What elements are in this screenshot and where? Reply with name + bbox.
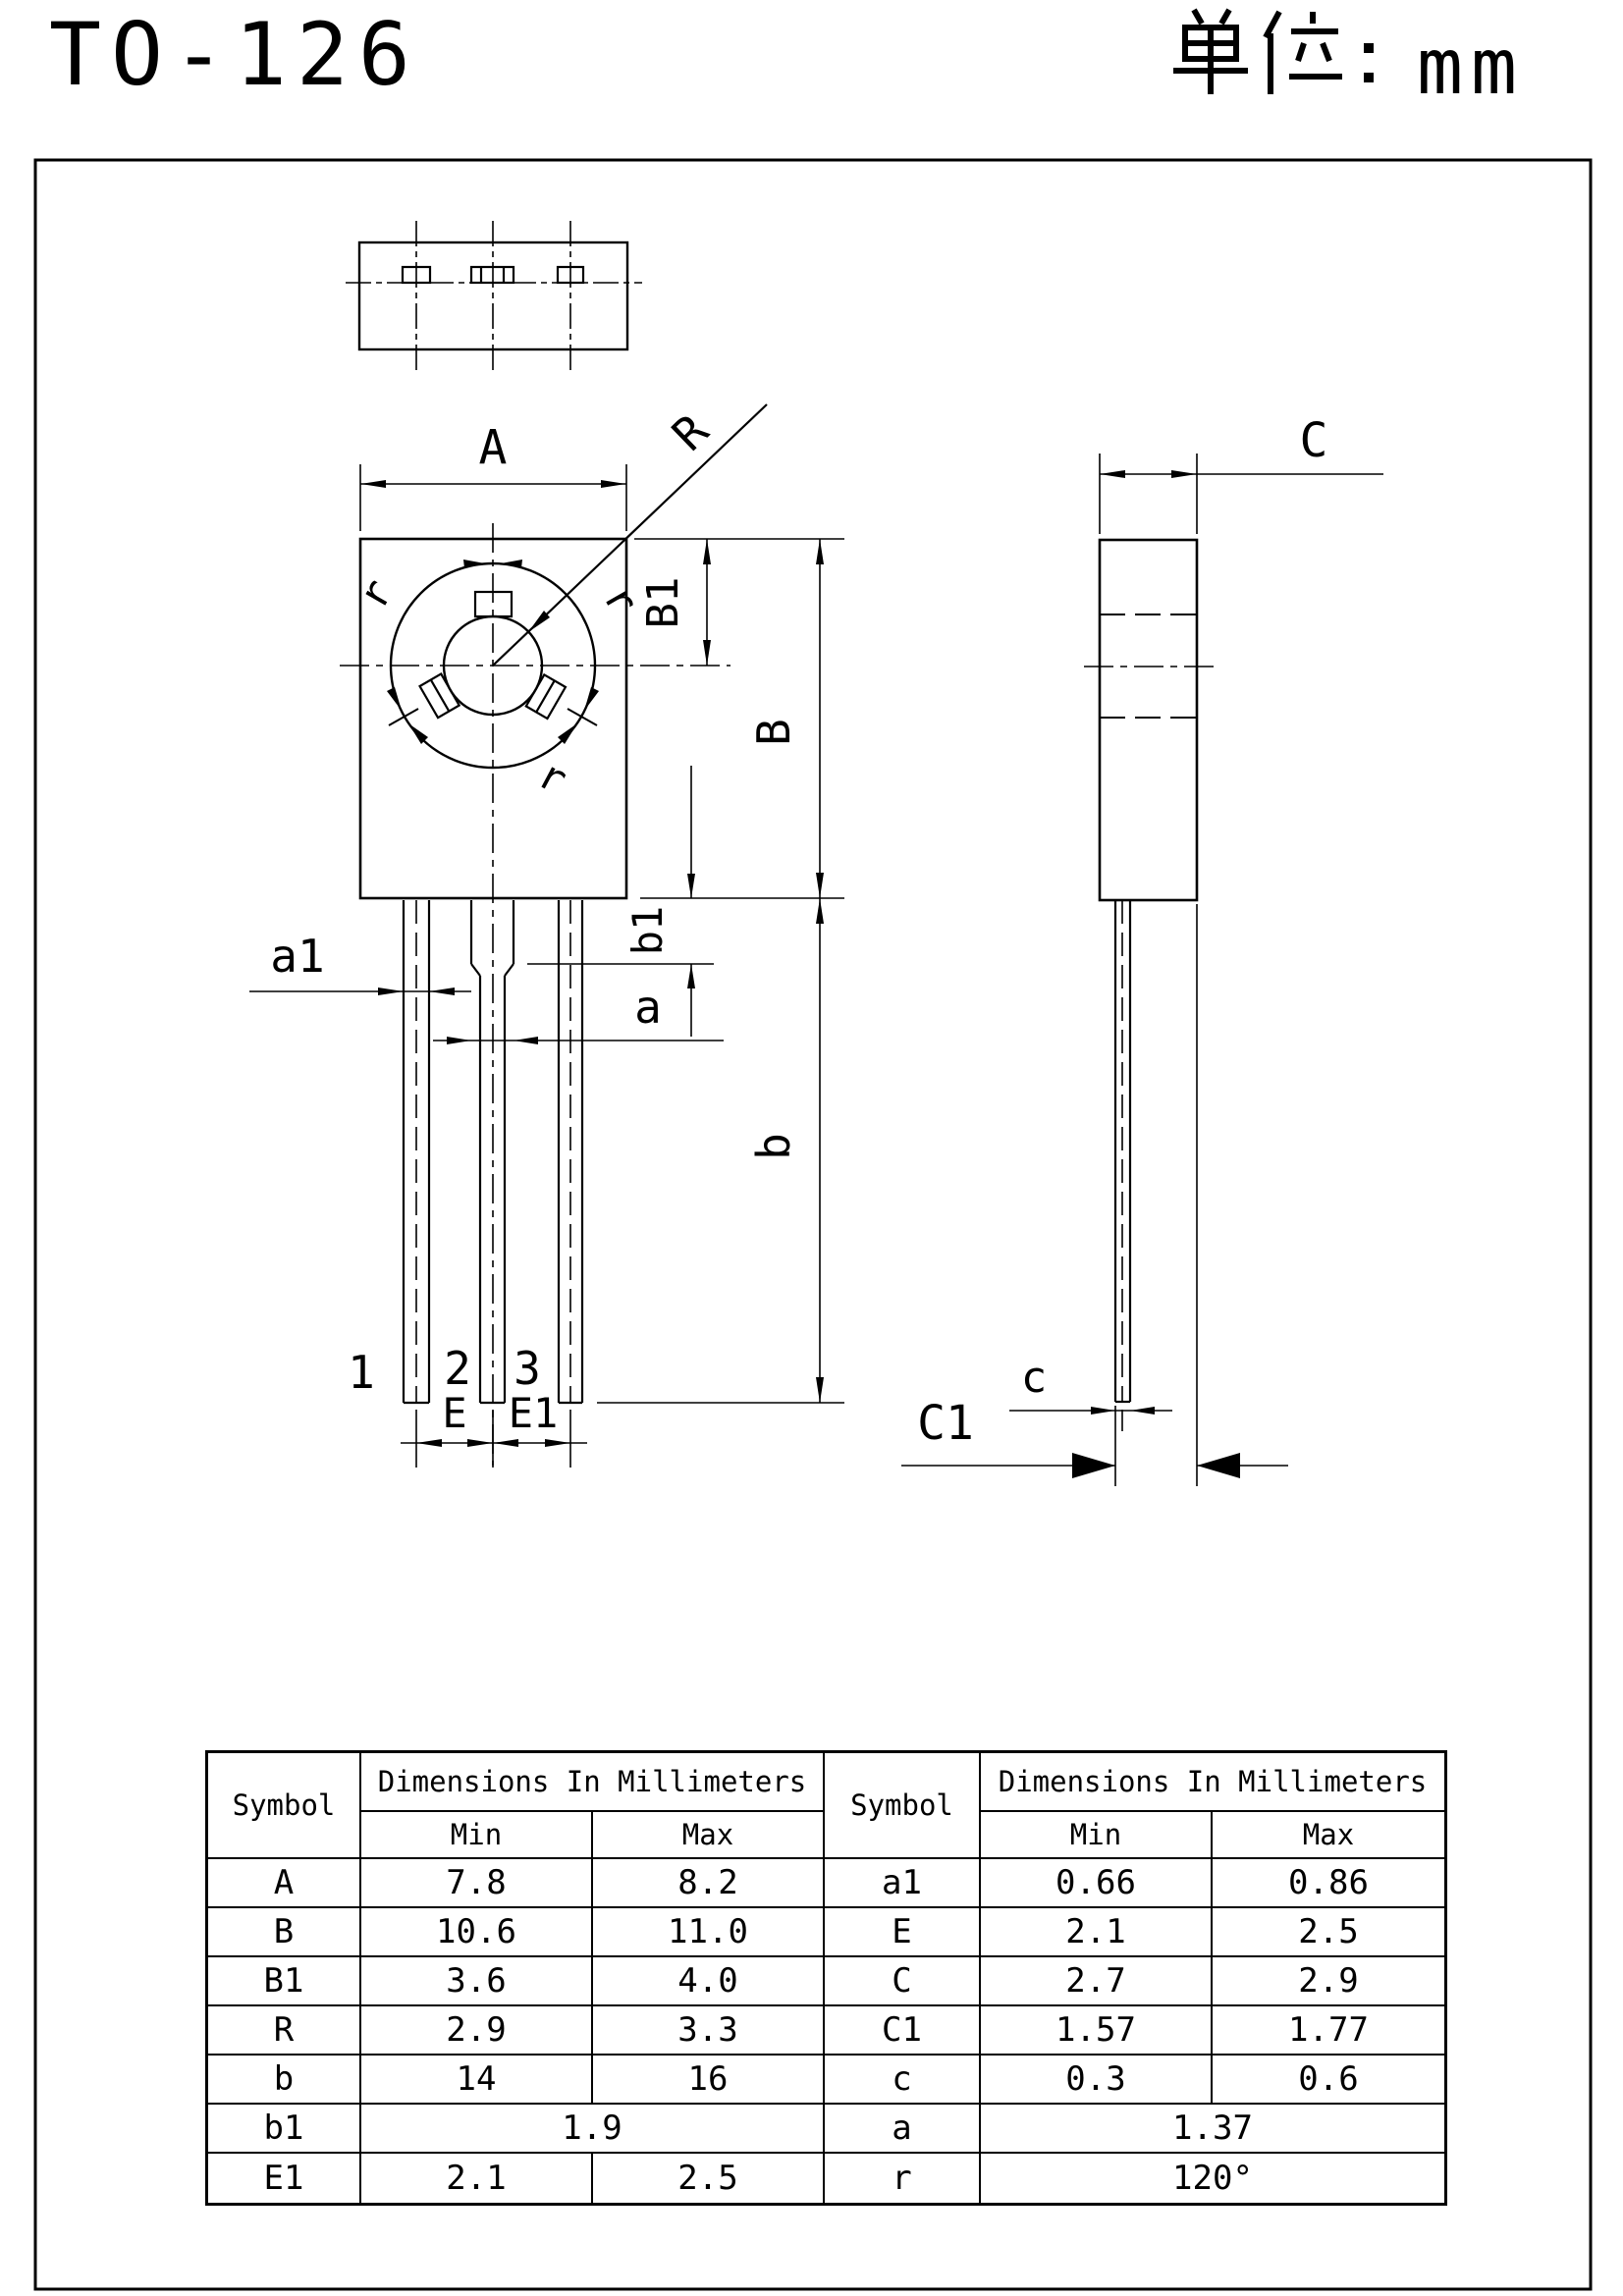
arrowhead: [687, 874, 695, 898]
table-header-max: Max: [1213, 1812, 1444, 1859]
table-cell-symbol: a1: [825, 1859, 981, 1908]
table-cell-max: 11.0: [593, 1908, 825, 1957]
table-cell-symbol: b: [208, 2056, 361, 2105]
dim-label-r-upper-left: r: [348, 570, 403, 616]
table-header-max: Max: [593, 1812, 825, 1859]
table-cell-value-span: 120°: [1172, 2159, 1253, 2198]
dim-label-c: c: [1020, 1353, 1048, 1403]
table-cell-symbol: a: [825, 2105, 981, 2154]
arrowhead: [1171, 470, 1197, 478]
dim-label-r-right: r: [594, 576, 649, 622]
dim-label-b: b: [747, 1133, 800, 1160]
table-cell-min: 1.57: [981, 2006, 1213, 2056]
table-cell-min: 10.6: [361, 1908, 593, 1957]
table-cell-min: 3.6: [361, 1957, 593, 2006]
dim-label-C: C: [1299, 413, 1328, 468]
front-view: [249, 403, 844, 1468]
arrowhead: [1197, 1453, 1240, 1478]
table-cell-min: 2.1: [981, 1908, 1213, 1957]
table-cell-symbol: b1: [208, 2105, 361, 2154]
table-cell-max: 0.6: [1213, 2056, 1444, 2105]
arrowhead: [816, 539, 824, 564]
dim-label-E: E: [442, 1389, 467, 1437]
dim-label-A: A: [478, 420, 508, 475]
extension-lines: [1115, 904, 1197, 1486]
table-header-min: Min: [981, 1812, 1213, 1859]
dim-label-b1: b1: [623, 905, 672, 956]
table-cell-symbol: C1: [825, 2006, 981, 2056]
arrowhead: [447, 1037, 471, 1044]
extension-lines: [1100, 454, 1197, 534]
table-header-dims: Dimensions In Millimeters: [981, 1753, 1444, 1812]
arrowhead: [378, 988, 404, 995]
arrowhead: [429, 988, 455, 995]
table-cell-min: 2.7: [981, 1957, 1213, 2006]
arrowhead: [816, 873, 824, 898]
table-cell-symbol: C: [825, 1957, 981, 2006]
lower-right-lead-tab: [420, 674, 460, 719]
dim-label-a: a: [634, 981, 662, 1034]
arrowhead: [816, 898, 824, 924]
table-cell-max: 16: [593, 2056, 825, 2105]
table-cell-max: 3.3: [593, 2006, 825, 2056]
arrowhead: [703, 640, 711, 666]
table-cell-min: 7.8: [361, 1859, 593, 1908]
dim-label-B: B: [747, 719, 800, 746]
page-title: TO-126: [49, 4, 420, 105]
arrowhead: [703, 539, 711, 564]
table-cell-max: 2.5: [593, 2154, 825, 2203]
lower-left-lead-tab: [526, 674, 566, 719]
front-centerlines: [340, 523, 730, 1466]
dimension-table: [205, 1750, 1447, 2206]
pin-number-3: 3: [514, 1342, 541, 1395]
dim-label-a1: a1: [270, 930, 325, 983]
table-cell-symbol: r: [825, 2154, 981, 2203]
arrowhead: [1091, 1407, 1115, 1415]
table-cell-symbol: R: [208, 2006, 361, 2056]
arrowhead: [1072, 1453, 1115, 1478]
arrowhead: [493, 1439, 518, 1447]
arrowhead: [1130, 1407, 1155, 1415]
table-cell-max: 2.5: [1213, 1908, 1444, 1957]
table-header-min: Min: [361, 1812, 593, 1859]
pin-number-2: 2: [444, 1342, 471, 1395]
top-view: [346, 221, 642, 373]
table-cell-max: 4.0: [593, 1957, 825, 2006]
arrowhead: [601, 480, 626, 488]
table-cell-symbol: c: [825, 2056, 981, 2105]
table-cell-symbol: E1: [208, 2154, 361, 2203]
arrowhead: [528, 611, 550, 632]
table-cell-symbol: B1: [208, 1957, 361, 2006]
extension-lines: [597, 539, 844, 1403]
side-view: [901, 413, 1383, 1486]
dim-label-r-bottom: r: [530, 749, 575, 804]
table-cell-min: 2.9: [361, 2006, 593, 2056]
table-cell-value-span: 1.9: [361, 2105, 825, 2154]
table-cell-symbol: B: [208, 1908, 361, 1957]
side-body: [1100, 540, 1197, 900]
pin-number-1: 1: [348, 1346, 375, 1399]
arrowhead: [467, 1439, 493, 1447]
arrowhead: [360, 480, 386, 488]
table-cell-min: 0.3: [981, 2056, 1213, 2105]
table-header-symbol: Symbol: [825, 1753, 981, 1859]
table-cell-max: 1.77: [1213, 2006, 1444, 2056]
arrowhead: [1100, 470, 1125, 478]
table-cell-min: 14: [361, 2056, 593, 2105]
arrowhead: [816, 1377, 824, 1403]
arrowhead: [416, 1439, 442, 1447]
table-cell-max: 0.86: [1213, 1859, 1444, 1908]
arrowhead: [687, 964, 695, 988]
arrowhead: [514, 1037, 538, 1044]
table-cell-min: 2.1: [361, 2154, 593, 2203]
arrowhead: [545, 1439, 570, 1447]
table-cell-max: 8.2: [593, 1859, 825, 1908]
dim-label-R: R: [662, 403, 719, 461]
table-cell-symbol: A: [208, 1859, 361, 1908]
dim-label-E1: E1: [508, 1389, 559, 1437]
table-cell-value-span: 1.37: [981, 2105, 1444, 2154]
table-header-symbol: Symbol: [208, 1753, 361, 1859]
table-cell-symbol: E: [825, 1908, 981, 1957]
dim-label-C1: C1: [917, 1396, 974, 1451]
table-cell-min: 0.66: [981, 1859, 1213, 1908]
table-cell-max: 2.9: [1213, 1957, 1444, 2006]
dim-label-B1: B1: [638, 576, 688, 629]
unit-mm-text: mm: [1417, 24, 1525, 112]
table-header-dims: Dimensions In Millimeters: [361, 1753, 825, 1812]
